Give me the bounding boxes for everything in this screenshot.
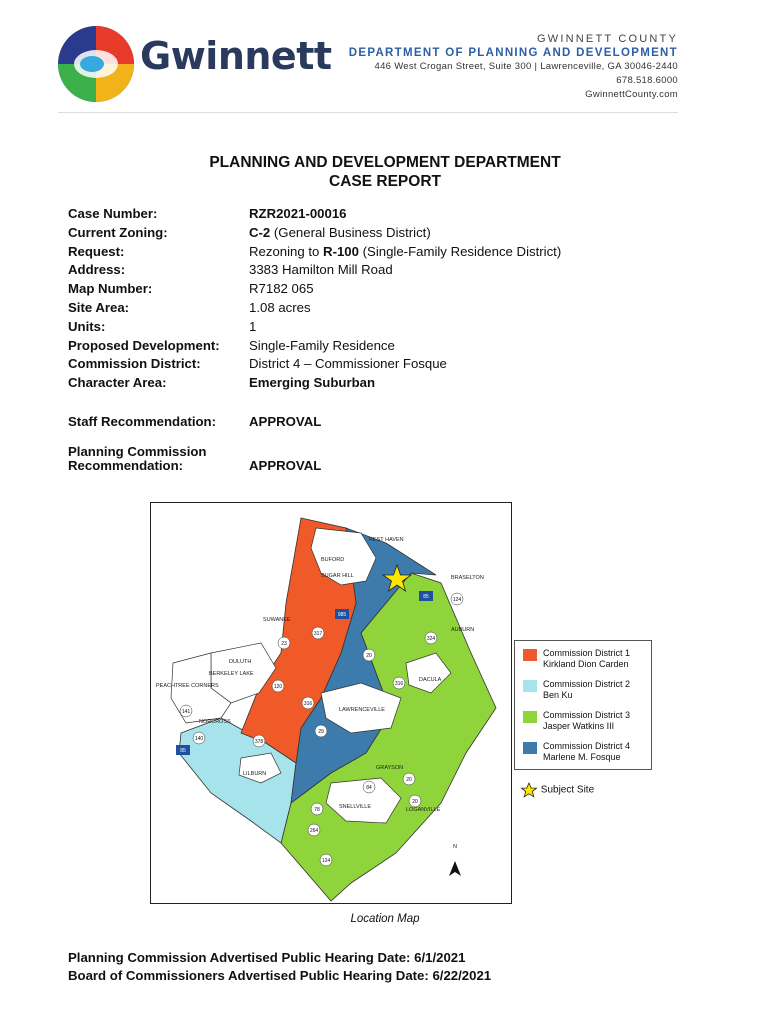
place-label-snellville: SNELLVILLE (339, 804, 372, 810)
map-legend (514, 640, 652, 770)
department-website: GwinnettCounty.com (585, 89, 678, 100)
svg-text:378: 378 (254, 739, 264, 745)
svg-text:316: 316 (394, 681, 404, 687)
place-label-buford: BUFORD (321, 557, 345, 563)
proposed-development-value: Single-Family Residence (249, 337, 395, 353)
route-shield-78 (311, 803, 323, 815)
route-shield-20 (363, 649, 375, 661)
legend-label: Commission District 3 (543, 710, 631, 720)
place-label-dacula: DACULA (419, 677, 442, 683)
legend-label: Commission District 4 (543, 741, 631, 751)
route-shield-317 (312, 627, 324, 639)
legend-label: Commission District 1 (543, 648, 631, 658)
pc-label-line2: Recommendation: (68, 458, 184, 473)
request-code: R-100 (323, 243, 359, 259)
route-shield-985 (335, 609, 349, 619)
place-label-grayson: GRAYSON (376, 765, 404, 771)
legend-swatch (523, 680, 537, 692)
field-label: Current Zoning: (68, 224, 168, 240)
svg-text:140: 140 (194, 736, 204, 742)
svg-text:20: 20 (406, 777, 412, 783)
place-label-braselton: BRASELTON (451, 575, 484, 581)
place-label-peachtree-corners: PEACHTREE CORNERS (156, 683, 219, 689)
department-address: 446 West Crogan Street, Suite 300 | Lawrenceville, GA 30046-2440 (374, 61, 678, 72)
site-area-value: 1.08 acres (249, 299, 311, 315)
field-label: Units: (68, 318, 106, 334)
county-name: GWINNETT COUNTY (537, 33, 678, 45)
field-label: Map Number: (68, 281, 153, 297)
field-label: Site Area: (68, 299, 130, 315)
legend-swatch (523, 649, 537, 661)
report-title-line2: CASE REPORT (329, 173, 441, 190)
route-shield-124 (320, 854, 332, 866)
route-shield-324 (425, 632, 437, 644)
north-arrow-icon (449, 861, 461, 876)
place-label-duluth: DULUTH (229, 659, 252, 665)
svg-text:120: 120 (273, 684, 283, 690)
route-shield-378 (253, 735, 265, 747)
staff-recommendation-label: Staff Recommendation: (68, 414, 217, 429)
gwinnett-logo-icon (56, 24, 136, 104)
route-shield-141 (180, 705, 192, 717)
svg-text:23: 23 (281, 641, 287, 647)
case-number-value: RZR2021-00016 (249, 206, 347, 221)
svg-text:316: 316 (303, 701, 313, 707)
place-label-berkeley-lake: BERKELEY LAKE (209, 671, 254, 677)
route-shield-120 (272, 680, 284, 692)
route-shield-124 (451, 593, 463, 605)
svg-text:324: 324 (426, 636, 436, 642)
route-shield-85 (176, 745, 190, 755)
map-number-value: R7182 065 (249, 281, 314, 297)
place-label-lawrenceville: LAWRENCEVILLE (339, 707, 385, 713)
route-shield-20 (403, 773, 415, 785)
address-value: 3383 Hamilton Mill Road (249, 262, 393, 278)
field-label: Case Number: (68, 206, 158, 221)
svg-text:85: 85 (180, 748, 186, 754)
commission-district-value: District 4 – Commissioner Fosque (249, 356, 447, 372)
svg-text:124: 124 (321, 858, 331, 864)
place-label-loganville: LOGANVILLE (406, 807, 441, 813)
character-area-value: Emerging Suburban (249, 375, 376, 391)
route-shield-29 (315, 725, 327, 737)
field-label: Character Area: (68, 375, 167, 391)
zoning-description: (General Business District) (270, 224, 431, 240)
boc-hearing-date: Board of Commissioners Advertised Public Hearing Date: 6/22/2021 (68, 968, 492, 983)
county-map (151, 503, 511, 903)
svg-text:985: 985 (337, 612, 347, 618)
legend-swatch (523, 742, 537, 754)
route-shield-84 (363, 781, 375, 793)
route-shield-20 (409, 795, 421, 807)
field-label: Request: (68, 243, 125, 259)
hearing-dates (68, 949, 491, 985)
legend-label: Commission District 2 (543, 679, 631, 689)
pc-label-line1: Planning Commission (68, 444, 207, 459)
svg-text:84: 84 (366, 785, 372, 791)
department-header (349, 32, 678, 102)
department-name: DEPARTMENT OF PLANNING AND DEVELOPMENT (348, 47, 678, 59)
svg-text:29: 29 (318, 729, 324, 735)
route-shield-316 (393, 677, 405, 689)
svg-text:264: 264 (309, 828, 319, 834)
place-label-norcross: NORCROSS (199, 719, 231, 725)
brand-name: Gwinnett (140, 34, 332, 78)
route-shield-85 (419, 591, 433, 601)
svg-text:20: 20 (412, 799, 418, 805)
legend-name: Ben Ku (543, 690, 573, 700)
units-value: 1 (249, 318, 257, 334)
route-shield-316 (302, 697, 314, 709)
legend-name: Kirkland Dion Carden (543, 659, 629, 669)
star-icon (520, 782, 538, 798)
field-label: Commission District: (68, 356, 201, 372)
pc-recommendation-value: APPROVAL (249, 458, 322, 473)
zoning-code: C-2 (249, 224, 271, 240)
svg-text:85: 85 (423, 594, 429, 600)
route-shield-23 (278, 637, 290, 649)
pc-recommendation-label (68, 445, 206, 473)
legend-name: Marlene M. Fosque (543, 752, 621, 762)
svg-text:317: 317 (313, 631, 323, 637)
svg-text:124: 124 (452, 597, 462, 603)
place-label-rest-haven: REST HAVEN (369, 537, 404, 543)
route-shield-140 (193, 732, 205, 744)
svg-text:141: 141 (181, 709, 191, 715)
subject-site-legend (520, 782, 594, 798)
header-divider (58, 112, 678, 113)
pc-hearing-date: Planning Commission Advertised Public Hearing Date: 6/1/2021 (68, 950, 466, 965)
department-phone: 678.518.6000 (616, 75, 678, 86)
report-title-line1: PLANNING AND DEVELOPMENT DEPARTMENT (209, 154, 561, 171)
legend-swatch (523, 711, 537, 723)
svg-text:78: 78 (314, 807, 320, 813)
location-map (150, 502, 512, 904)
field-label: Proposed Development: (68, 337, 220, 353)
svg-text:20: 20 (366, 653, 372, 659)
place-label-suwanee: SUWANEE (263, 617, 291, 623)
staff-recommendation-value: APPROVAL (249, 414, 322, 429)
report-title (0, 153, 770, 191)
staff-recommendation (68, 414, 322, 429)
request-prefix: Rezoning to (249, 243, 324, 259)
map-caption: Location Map (350, 913, 420, 925)
request-value (249, 244, 561, 259)
current-zoning-value (249, 225, 431, 240)
request-description: (Single-Family Residence District) (358, 243, 562, 259)
route-shield-264 (308, 824, 320, 836)
place-label-lilburn: LILBURN (243, 771, 267, 777)
place-label-auburn: AUBURN (451, 627, 475, 633)
legend-name: Jasper Watkins III (543, 721, 615, 731)
north-label: N (453, 844, 457, 850)
subject-site-label: Subject Site (540, 784, 595, 796)
field-label: Address: (68, 262, 126, 278)
place-label-sugar-hill: SUGAR HILL (321, 573, 354, 579)
